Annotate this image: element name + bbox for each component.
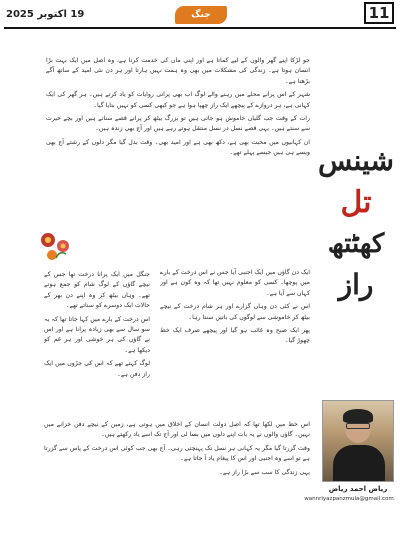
issue-date: 19 اکتوبر 2025 [6,9,85,20]
author-photo [322,400,394,482]
article-headline [318,140,394,310]
author-email: wannriyazpanzmula@gmail.com [304,496,394,502]
paragraph: وقت گزرتا گیا مگر یہ کہانی ہر نسل تک پہنچتی رہی۔ آج بھی جب کوئی اس درخت کے پاس سے گزرتا ہے تو اسے وہ اجنبی اور اس کا پیغام یاد آ جاتا ہے۔ [44,444,310,463]
headline-line: کھٹتھ [327,229,385,259]
article-column-main [46,56,310,276]
article-column-left [44,270,150,420]
paragraph: ان کہانیوں میں محبت بھی ہے، دکھ بھی ہے اور امید بھی۔ وقت بدل گیا مگر دلوں کے رشتے آج بھی ویسے ہی ہیں جیسے پہلے تھے۔ [46,138,310,157]
author-name: ریاض احمد ریاض [328,485,388,493]
page-number: 11 [364,2,394,24]
paragraph: اس خط میں لکھا تھا کہ اصل دولت انسان کے اخلاق میں ہوتی ہے، زمین کے نیچے دفن خزانے میں نہیں۔ گاؤں والوں نے یہ بات اپنے دلوں میں بسا لی اور آج تک اسے یاد رکھتے ہیں۔ [44,421,310,439]
paragraph: جو لڑکا اپنے گھر والوں کے لیے کماتا ہے اور اپنی ماں کی خدمت کرتا ہے، وہ اصل میں ایک بہت بڑا انسان ہوتا ہے۔ زندگی کی مشکلات میں بھی وہ ہمت نہیں ہارتا اور ہر دن نئی امید کے ساتھ آگے بڑھتا ہے۔ [46,57,310,85]
paragraph: یہی زندگی کا سب سے بڑا راز ہے۔ [219,468,310,476]
article-column-middle [160,268,310,416]
article-column-bottom [44,420,310,522]
paragraph: رات کے وقت جب گلیاں خاموش ہو جاتی ہیں تو بزرگ بیٹھ کر پرانے قصے سناتے ہیں اور بچے حیرت سے سنتے ہیں۔ یہی قصے نسل در نسل منتقل ہوتے رہے ہیں اور آج بھی زندہ ہیں۔ [46,115,310,133]
newspaper-logo: جنگ [175,6,227,24]
paragraph: پھر ایک صبح وہ غائب ہو گیا اور پیچھے صرف ایک خط چھوڑ گیا۔ [160,327,310,345]
paragraph: ایک دن گاؤں میں ایک اجنبی آیا جس نے اس درخت کے بارے میں پوچھا۔ کسی کو معلوم نہیں تھا کہ وہ کون ہے اور کہاں سے آیا ہے۔ [160,269,310,297]
page-header [0,0,400,28]
paragraph: اس نے کئی دن وہاں گزارے اور ہر شام درخت کے نیچے بیٹھ کر خاموشی سے لوگوں کی باتیں سنتا رہا۔ [160,303,310,321]
paragraph: شہر کے اس پرانے محلے میں رہنے والے لوگ اب بھی پرانی روایات کو یاد کرتے ہیں۔ ہر گھر کی ایک کہانی ہے، ہر دروازے کے پیچھے ایک راز چھپا ہوا ہے جو کبھی کسی کو نہیں بتایا گیا۔ [46,91,310,109]
paragraph: لوگ کہتے تھے کہ اس کی جڑوں میں ایک راز دفن ہے۔ [44,360,150,378]
paragraph: اس درخت کے بارے میں کہا جاتا تھا کہ یہ سو سال سے بھی زیادہ پرانا ہے اور اس نے گاؤں کی ہر خوشی اور ہر غم کو دیکھا ہے۔ [44,315,150,354]
paragraph: جنگل میں ایک پرانا درخت تھا جس کے نیچے گاؤں کے لوگ شام کو جمع ہوتے تھے۔ وہاں بیٹھ کر وہ اپنے دن بھر کے حالات ایک دوسرے کو سناتے تھے۔ [44,271,150,310]
headline-line: راز [338,268,374,301]
header-rule [4,27,396,29]
headline-line: شینس [317,144,394,177]
headline-line: تل [340,185,372,220]
